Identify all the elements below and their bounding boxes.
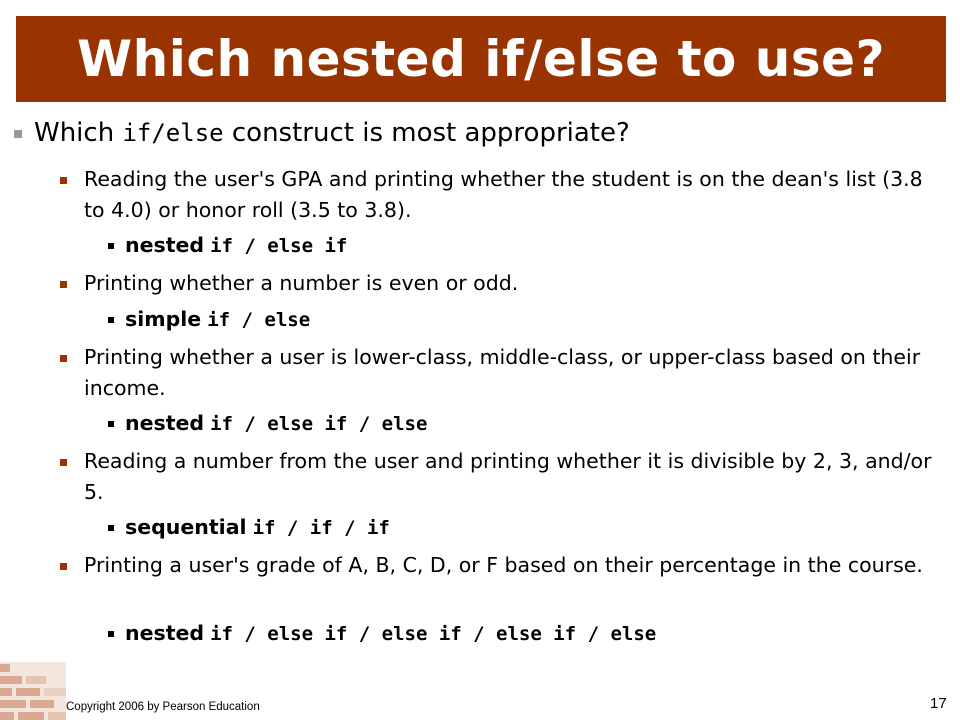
- answer-code: if / else if / else if / else if / else: [210, 623, 657, 645]
- answer-item: [125, 618, 656, 649]
- square-bullet-icon: [108, 317, 114, 323]
- square-bullet-icon: [108, 631, 114, 637]
- answer-word: nested: [125, 411, 205, 435]
- answer-word: nested: [125, 621, 205, 645]
- answer-item: [125, 304, 310, 335]
- answer-code: if / if / if: [252, 517, 390, 539]
- answer-item: [125, 230, 347, 261]
- answer-item: [125, 408, 427, 439]
- slide-title: Which nested if/else to use?: [76, 30, 886, 88]
- scenario-item: [84, 446, 934, 508]
- scenario-text: Printing whether a number is even or odd.: [84, 271, 519, 295]
- answer-code: if / else if: [210, 235, 348, 257]
- scenario-text: Reading the user's GPA and printing whether the student is on the dean's list (3.8 to 4.0) or honor roll (3.5 to 3.8).: [84, 167, 923, 222]
- scenario-item: [84, 164, 934, 226]
- scenario-item: [84, 268, 934, 299]
- answer-item: [125, 512, 390, 543]
- square-bullet-icon: [60, 459, 67, 466]
- scenario-text: Printing whether a user is lower-class, middle-class, or upper-class based on their income.: [84, 345, 921, 400]
- answer-code: if / else: [207, 309, 311, 331]
- square-bullet-icon: [60, 355, 67, 362]
- answer-word: nested: [125, 233, 205, 257]
- question-text: Which: [34, 118, 123, 148]
- copyright-footer: Copyright 2006 by Pearson Education: [66, 701, 260, 713]
- answer-code: if / else if / else: [210, 413, 428, 435]
- question-bullet: [34, 116, 630, 150]
- square-bullet-icon: [108, 525, 114, 531]
- scenario-item: [84, 550, 934, 581]
- square-bullet-icon: [108, 421, 114, 427]
- page-number: 17: [930, 695, 947, 712]
- square-bullet-icon: [108, 243, 114, 249]
- answer-word: sequential: [125, 515, 247, 539]
- square-bullet-icon: [60, 177, 67, 184]
- answer-word: simple: [125, 307, 202, 331]
- square-bullet-icon: [60, 281, 67, 288]
- square-bullet-icon: [14, 130, 22, 138]
- scenario-item: [84, 342, 934, 404]
- brick-wall-icon: [0, 662, 66, 720]
- question-text-after: construct is most appropriate?: [223, 118, 630, 148]
- scenario-text: Reading a number from the user and printing whether it is divisible by 2, 3, and/or 5.: [84, 449, 932, 504]
- question-code: if/else: [122, 119, 224, 147]
- square-bullet-icon: [60, 563, 67, 570]
- scenario-text: Printing a user's grade of A, B, C, D, or F based on their percentage in the course.: [84, 553, 923, 577]
